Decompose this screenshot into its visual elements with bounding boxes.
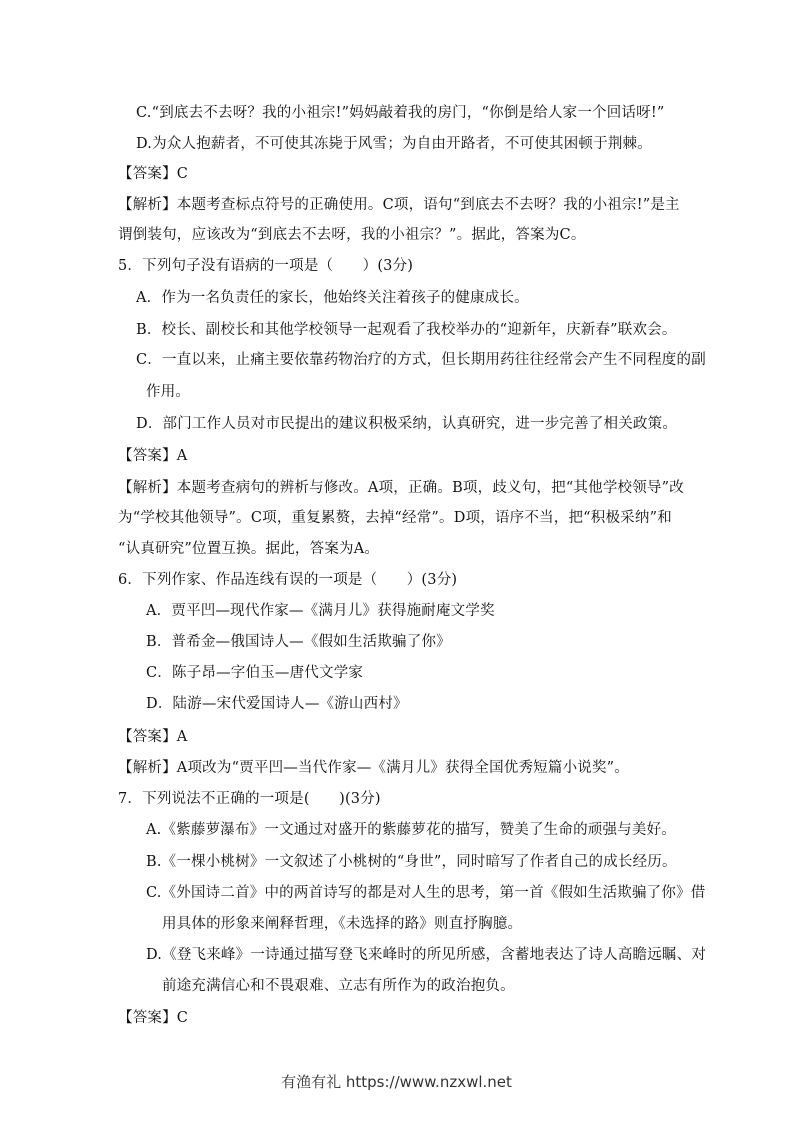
answer-5: 【答案】A xyxy=(118,448,188,464)
option-d-punctuation: D.为众人抱薪者，不可使其冻毙于风雪；为自由开路者，不可使其困顿于荆棘。 xyxy=(136,136,652,152)
q7-option-d-line-2: 前途充满信心和不畏艰难、立志有所作为的政治抱负。 xyxy=(162,978,515,994)
q7-option-b: B.《一棵小桃树》一文叙述了小桃树的“身世”，同时暗写了作者自己的成长经历。 xyxy=(146,854,677,870)
analysis-5-line-2: 为“学校其他领导”。C项，重复累赘，去掉“经常”。D项，语序不当，把“积极采纳”和 xyxy=(118,510,672,526)
q5-option-c-line-2: 作用。 xyxy=(146,384,191,400)
question-7: 7．下列说法不正确的一项是( )(3分) xyxy=(118,791,381,807)
answer-6: 【答案】A xyxy=(118,729,188,745)
q7-option-d-line-1: D.《登飞来峰》一诗通过描写登飞来峰时的所见所感，含蓄地表达了诗人高瞻远瞩、对 xyxy=(146,947,707,963)
option-c-punctuation: C.“到底去不去呀？我的小祖宗!”妈妈敲着我的房门，“你倒是给人家一个回话呀!” xyxy=(136,105,665,121)
answer-4: 【答案】C xyxy=(118,166,189,182)
q7-option-c-line-2: 用具体的形象来阐释哲理，《未选择的路》则直抒胸臆。 xyxy=(162,916,523,932)
q6-option-a: A．贾平凹—现代作家—《满月儿》获得施耐庵文学奖 xyxy=(146,603,495,619)
q7-option-a: A.《紫藤萝瀑布》一文通过对盛开的紫藤萝花的描写，赞美了生命的顽强与美好。 xyxy=(146,822,676,838)
page-footer-watermark: 有渔有礼 https://www.nzxwl.net xyxy=(281,1073,512,1091)
q6-option-d: D．陆游—宋代爱国诗人—《游山西村》 xyxy=(146,696,408,712)
analysis-4-line-1: 【解析】本题考查标点符号的正确使用。C项，语句“到底去不去呀？我的小祖宗!”是主 xyxy=(118,197,680,213)
analysis-5-line-1: 【解析】本题考查病句的辨析与修改。A项，正确。B项，歧义句，把“其他学校领导”改 xyxy=(118,480,684,496)
q5-option-a: A．作为一名负责任的家长，他始终关注着孩子的健康成长。 xyxy=(136,290,529,306)
analysis-4-line-2: 谓倒装句，应该改为“到底去不去呀，我的小祖宗？”。据此，答案为C。 xyxy=(118,227,586,243)
q5-option-d: D．部门工作人员对市民提出的建议积极采纳，认真研究，进一步完善了相关政策。 xyxy=(136,416,678,432)
analysis-5-line-3: “认真研究”位置互换。据此，答案为A。 xyxy=(118,541,380,557)
q6-option-b: B．普希金—俄国诗人—《假如生活欺骗了你》 xyxy=(146,634,451,650)
q5-option-b: B．校长、副校长和其他学校领导一起观看了我校举办的“迎新年，庆新春”联欢会。 xyxy=(136,322,677,338)
q5-option-c-line-1: C．一直以来，止痛主要依靠药物治疗的方式，但长期用药往往经常会产生不同程度的副 xyxy=(136,352,706,368)
q6-option-c: C．陈子昂—字伯玉—唐代文学家 xyxy=(146,665,364,681)
q7-option-c-line-1: C.《外国诗二首》中的两首诗写的都是对人生的思考，第一首《假如生活欺骗了你》借 xyxy=(146,885,706,901)
question-5: 5．下列句子没有语病的一项是（ ）(3分) xyxy=(118,258,414,274)
question-6: 6．下列作家、作品连线有误的一项是（ ）(3分) xyxy=(118,572,458,588)
answer-7: 【答案】C xyxy=(118,1010,189,1026)
analysis-6: 【解析】A项改为“贾平凹—当代作家—《满月儿》获得全国优秀短篇小说奖”。 xyxy=(118,760,629,776)
